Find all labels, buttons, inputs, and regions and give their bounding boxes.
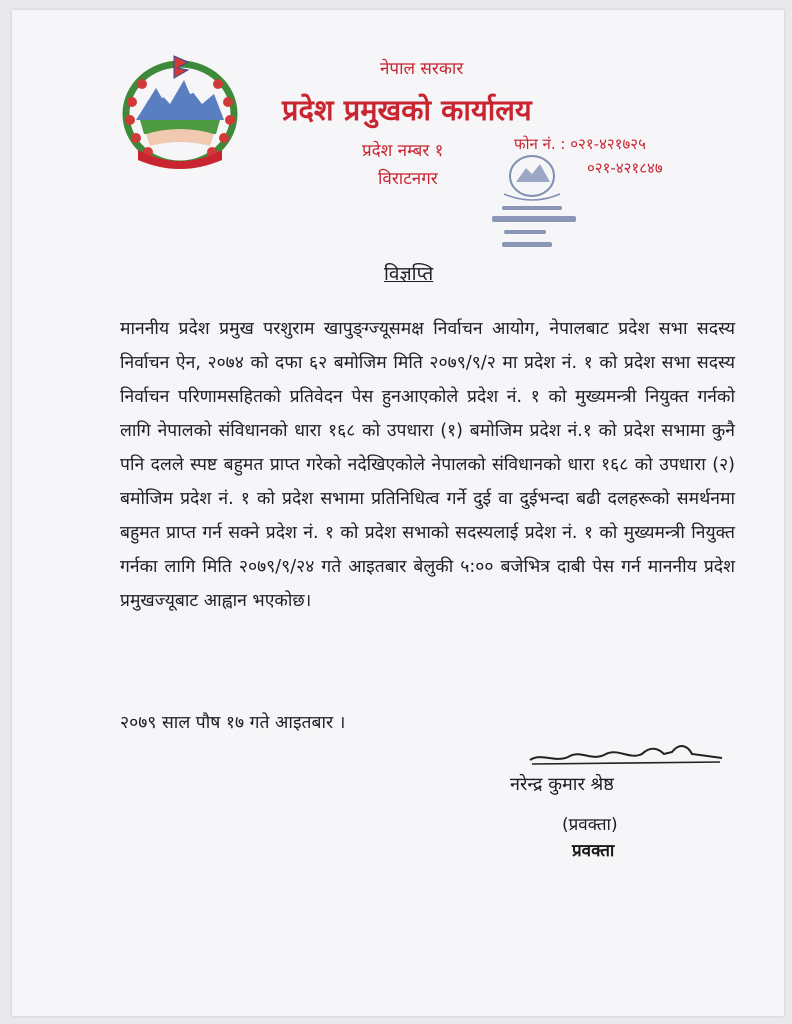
signature-mark [522, 738, 727, 772]
notice-title: विज्ञप्ति [384, 263, 434, 285]
notice-date: २०७९ साल पौष १७ गते आइतबार । [120, 713, 346, 733]
role-stamp: प्रवक्ता [572, 841, 615, 861]
signer-name: नरेन्द्र कुमार श्रेष्ठ [510, 774, 614, 795]
phone-number-2: ०२१-४२१८४७ [587, 159, 663, 177]
city-name: विराटनगर [378, 169, 438, 189]
province-name: प्रदेश नम्बर १ [362, 141, 444, 161]
signer-role: (प्रवक्ता) [562, 815, 618, 835]
office-title: प्रदेश प्रमुखको कार्यालय [282, 93, 532, 127]
phone-label: फोन नं. : [514, 135, 566, 153]
nepal-emblem-icon [118, 54, 242, 172]
government-name: नेपाल सरकार [380, 59, 464, 79]
office-seal-icon [474, 150, 594, 268]
notice-body: माननीय प्रदेश प्रमुख परशुराम खापुङ्ग्ज्यूसमक्ष निर्वाचन आयोग, नेपालबाट प्रदेश सभा सदस्य निर्वाचन ऐन, २०७४ को दफा ६२ बमोजिम मिति २०७९/९/२ मा प्रदेश नं. १ को प्रदेश सभा सदस्य निर्वाचन परिणामसहितको प्रतिवेदन पेस हुनआएकोले प्रदेश नं. १ को मुख्यमन्त्री नियुक्त गर्नको लागि नेपालको संविधानको धारा १६८ को उपधारा (१) बमोजिम प्रदेश नं.१ को प्रदेश सभामा कुनै पनि दलले स्पष्ट बहुमत प्राप्त गरेको नदेखिएकोले नेपालको संविधानको धारा १६८ को उपधारा (२) बमोजिम प्रदेश नं. १ को प्रदेश सभामा प्रतिनिधित्व गर्ने दुई वा दुईभन्दा बढी दलहरूको समर्थनमा बहुमत प्राप्त गर्न सक्ने प्रदेश नं. १ को प्रदेश सभाको सदस्यलाई प्रदेश नं. १ को मुख्यमन्त्री नियुक्त गर्नका लागि मिति २०७९/९/२४ गते आइतबार बेलुकी ५:०० बजेभित्र दाबी पेस गर्न माननीय प्रदेश प्रमुखज्यूबाट आह्वान भएकोछ। [120, 319, 735, 611]
phone-number-1: ०२१-४२१७२५ [570, 135, 646, 153]
letter-page [12, 10, 784, 1016]
